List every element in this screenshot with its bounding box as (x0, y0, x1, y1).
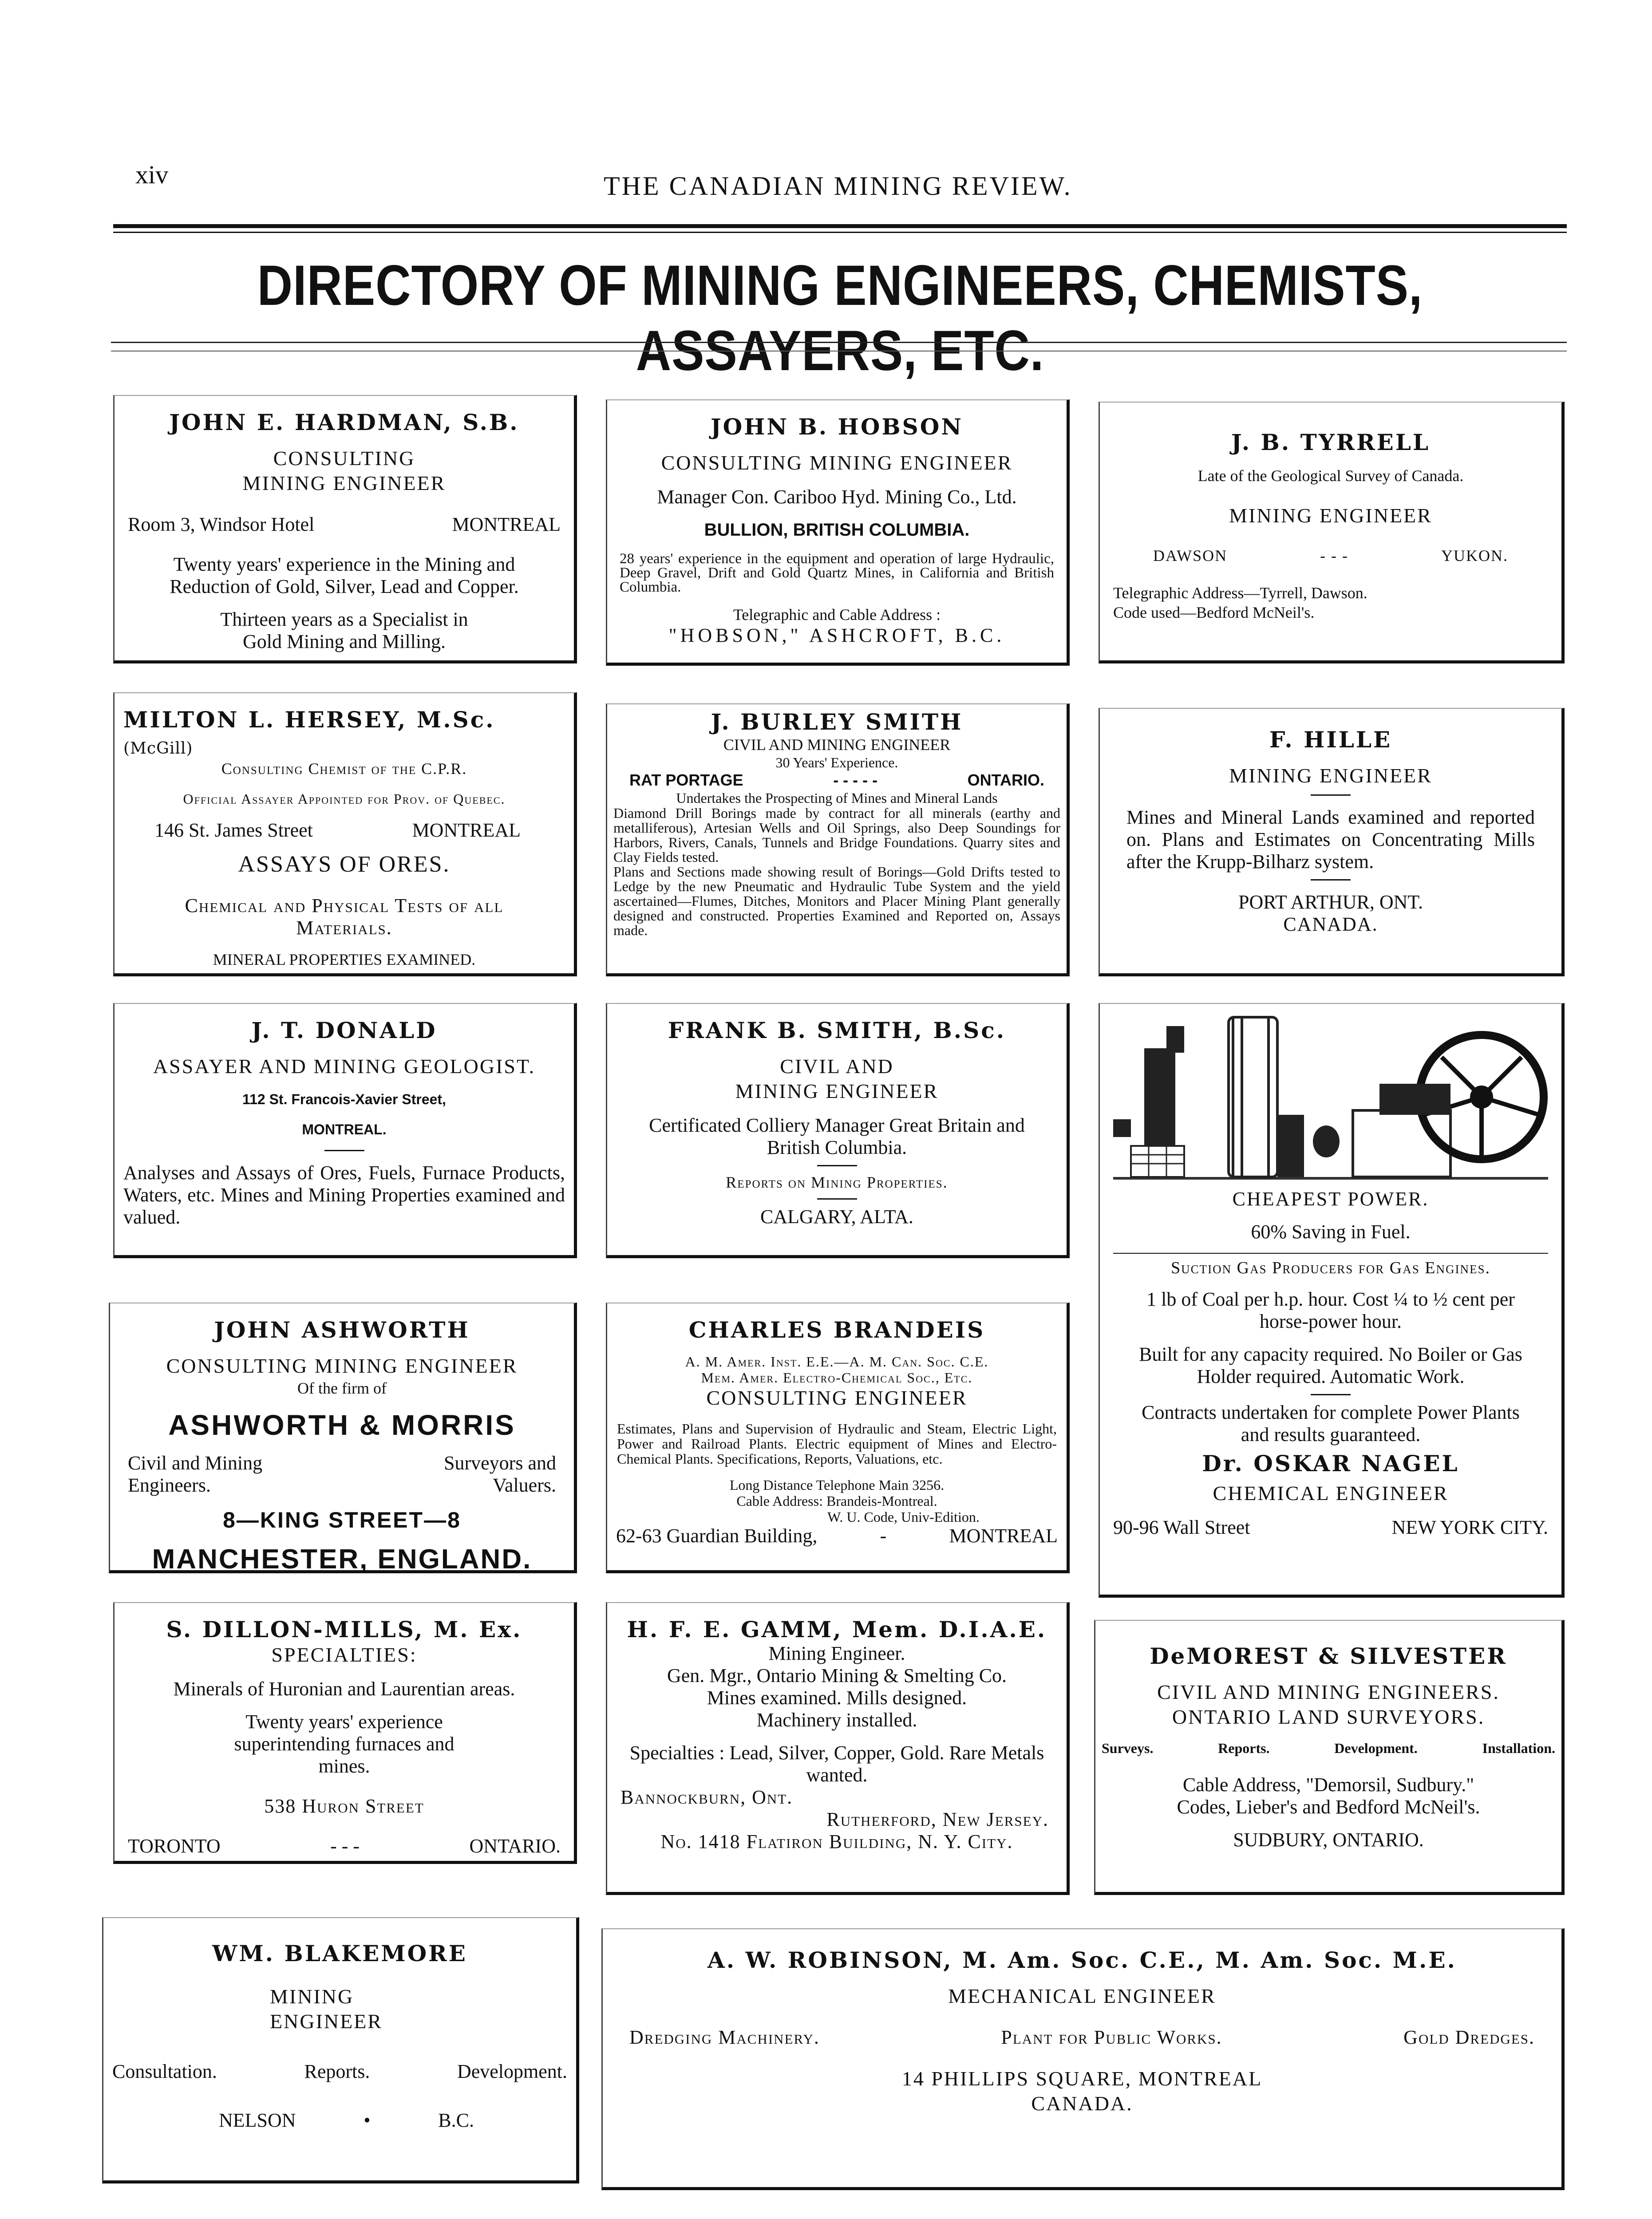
card-name: CHARLES BRANDEIS (688, 1317, 985, 1343)
card-gamm (606, 1602, 1070, 1895)
card-address: 112 St. Francois-Xavier Street, (242, 1091, 446, 1107)
power-headline: CHEAPEST POWER. (1232, 1188, 1429, 1210)
card-degree: (McGill) (123, 739, 193, 758)
generator-top (1166, 1026, 1184, 1053)
card-city: SUDBURY, ONTARIO. (1233, 1829, 1424, 1851)
card-place: RAT PORTAGE (629, 771, 743, 789)
card-name: JOHN ASHWORTH (214, 1317, 470, 1343)
separator (1311, 879, 1351, 880)
card-minerals: Minerals of Huronian and Laurentian areas. (173, 1678, 515, 1700)
card-chemist: Consulting Chemist of the C.P.R. (221, 760, 467, 778)
card-place-1: Bannockburn, Ont. (620, 1786, 793, 1808)
card-robinson (601, 1928, 1565, 2190)
card-location-row (1100, 546, 1561, 565)
card-title: CIVIL AND (780, 1055, 894, 1078)
card-name: JOHN B. HOBSON (710, 414, 964, 440)
separator (1311, 1394, 1351, 1395)
card-phone: Long Distance Telephone Main 3256. (729, 1477, 945, 1493)
flywheel-hub (1470, 1086, 1493, 1109)
card-address: 62-63 Guardian Building, (616, 1525, 818, 1547)
card-service: Reports. (1218, 1740, 1270, 1756)
card-title: MECHANICAL ENGINEER (948, 1985, 1216, 2007)
card-street: 8—KING STREET—8 (223, 1508, 461, 1532)
card-official: Official Assayer Appointed for Prov. of Quebec. (183, 791, 506, 807)
card-experience: Twenty years' experience superintending furnaces and mines. (234, 1711, 454, 1777)
power-built: Built for any capacity required. No Boiler or Gas Holder required. Automatic Work. (1139, 1343, 1522, 1387)
separator (817, 1198, 857, 1200)
card-name: H. F. E. GAMM, Mem. D.I.A.E. (627, 1616, 1047, 1643)
running-title: THE CANADIAN MINING REVIEW. (604, 171, 1072, 201)
card-title: Mining Engineer. (768, 1643, 905, 1664)
card-of-firm: Of the firm of (297, 1379, 387, 1397)
card-paragraph-1: Undertakes the Prospecting of Mines and Mineral Lands (676, 790, 998, 806)
card-title: MINING ENGINEER (1229, 504, 1432, 527)
card-title: CIVIL AND MINING ENGINEER (723, 736, 951, 754)
card-name: JOHN E. HARDMAN, S.B. (169, 409, 519, 435)
card-firm: ASHWORTH & MORRIS (168, 1409, 516, 1441)
card-address: No. 1418 Flatiron Building, N. Y. City. (660, 1831, 1013, 1852)
card-assoc-1: A. M. Amer. Inst. E.E.—A. M. Can. Soc. C.E. (685, 1354, 989, 1370)
card-title-2: ONTARIO LAND SURVEYORS. (1172, 1706, 1485, 1728)
card-service: Dredging Machinery. (629, 2026, 820, 2048)
card-title: CONSULTING MINING ENGINEER (661, 451, 1013, 474)
card-codes: Codes, Lieber's and Bedford McNeil's. (1177, 1796, 1480, 1818)
card-firm-row (110, 1452, 574, 1496)
card-address: 14 PHILLIPS SQUARE, MONTREAL (901, 2067, 1263, 2090)
card-title: CONSULTING (273, 447, 415, 470)
card-services-row (1095, 1740, 1561, 1756)
card-service: Gold Dredges. (1403, 2026, 1535, 2048)
card-service: Installation. (1482, 1740, 1555, 1756)
card-city: CALGARY, ALTA. (760, 1206, 913, 1228)
card-blakemore (102, 1917, 579, 2183)
card-city: NEW YORK CITY. (1391, 1516, 1548, 1538)
card-nagel-power (1099, 1003, 1565, 1598)
card-title: CONSULTING MINING ENGINEER (166, 1354, 518, 1377)
card-title: CHEMICAL ENGINEER (1213, 1482, 1449, 1504)
card-name: A. W. ROBINSON, M. Am. Soc. C.E., M. Am. Soc. M.E. (707, 1947, 1457, 1973)
card-paragraph-2: Diamond Drill Borings made by contract for all minerals (earthy and metalliferous), Artesian Wells and Oil Springs, also Deep Soundings for Harbors, Rivers, Canals, Tunnels and Bridge Foundations. Quarry sites and Clay Fields tested. (613, 805, 1060, 865)
header-rule (113, 224, 1567, 228)
card-name: S. DILLON-MILLS, M. Ex. (166, 1616, 522, 1643)
generator-column (1144, 1048, 1175, 1146)
card-dashes: - - - (330, 1835, 360, 1857)
card-specialties: Specialties : Lead, Silver, Copper, Gold. Rare Metals wanted. (629, 1742, 1044, 1786)
card-paragraph-3: Plans and Sections made showing result of Borings—Gold Drifts tested to Ledge by the new Pneumatic and Hydraulic Tube System and the yield ascertained—Flumes, Ditches, Monitors and Placer Mining Plant generally designed and constructed. Properties Examined and Reported on, Assays made. (613, 864, 1060, 938)
card-location-row (103, 2101, 576, 2132)
card-province: B.C. (438, 2109, 474, 2131)
card-specialist: Thirteen years as a Specialist in Gold Mining and Milling. (220, 608, 468, 652)
card-city: MONTREAL (452, 513, 561, 535)
card-place: DAWSON (1153, 547, 1228, 565)
card-donald (113, 1003, 577, 1258)
card-service: Consultation. (112, 2061, 217, 2082)
engine-cylinder (1379, 1084, 1450, 1115)
card-dashes: - - - - - (833, 771, 878, 789)
card-cable: Cable Address, "Demorsil, Sudbury." (1182, 1774, 1474, 1796)
page-number: xiv (135, 160, 169, 189)
separator (1113, 1253, 1548, 1254)
producer-tank (1229, 1017, 1277, 1177)
card-province: ONTARIO. (967, 771, 1044, 789)
card-hardman (113, 395, 577, 663)
card-services-row (603, 2026, 1561, 2049)
card-title: ASSAYER AND MINING GEOLOGIST. (153, 1055, 536, 1078)
card-text: Analyses and Assays of Ores, Fuels, Furnace Products, Waters, etc. Mines and Mining Properties examined and valued. (123, 1162, 565, 1228)
card-experience: 30 Years' Experience. (775, 754, 898, 770)
card-name: FRANK B. SMITH, B.Sc. (668, 1017, 1006, 1043)
card-city: MONTREAL (949, 1525, 1058, 1547)
power-contracts: Contracts undertaken for complete Power Plants and results guaranteed. (1142, 1402, 1520, 1445)
card-telegraphic: "HOBSON," ASHCROFT, B.C. (668, 624, 1005, 646)
card-civil: Civil and Mining Engineers. (128, 1452, 263, 1496)
card-service: Development. (457, 2061, 567, 2082)
card-address: 146 St. James Street (154, 819, 313, 841)
card-city: TORONTO (128, 1835, 221, 1857)
card-address: Room 3, Windsor Hotel (128, 513, 315, 535)
card-name: J. B. TYRRELL (1231, 429, 1431, 455)
card-late: Late of the Geological Survey of Canada. (1198, 467, 1464, 485)
card-service: Surveys. (1102, 1740, 1154, 1756)
card-specialties: SPECIALTIES: (271, 1643, 417, 1666)
card-service: Development. (1334, 1740, 1418, 1756)
card-text: Mines and Mineral Lands examined and reported on. Plans and Estimates on Concentrating Mills after the Krupp-Bilharz system. (1126, 806, 1535, 873)
gas-engine-illustration (1113, 1008, 1548, 1186)
card-hille (1099, 708, 1565, 976)
card-service: Plant for Public Works. (1001, 2026, 1222, 2048)
power-producers: Suction Gas Producers for Gas Engines. (1171, 1259, 1490, 1277)
scrubber-base (1131, 1146, 1184, 1177)
card-city: MONTREAL (412, 819, 521, 841)
card-city: PORT ARTHUR, ONT. (1238, 891, 1423, 913)
card-telegraphic-label: Telegraphic and Cable Address : (733, 606, 941, 624)
card-name-row (115, 707, 574, 759)
card-assoc-2: Mem. Amer. Electro-Chemical Soc., Etc. (701, 1370, 973, 1386)
card-name: DeMOREST & SILVESTER (1150, 1643, 1507, 1669)
card-city: MANCHESTER, ENGLAND. (152, 1544, 532, 1575)
card-assays: ASSAYS OF ORES. (238, 852, 451, 877)
card-province: ONTARIO. (469, 1835, 561, 1857)
card-text: Estimates, Plans and Supervision of Hydraulic and Steam, Electric Light, Power and Railroad Plants. Electric equipment of Mines and Electro-Chemical Plants. Specifications, Reports, Valuations, etc. (617, 1421, 1057, 1467)
valve (1113, 1119, 1131, 1137)
card-reports: Reports on Mining Properties. (726, 1173, 948, 1191)
card-name: Dr. OSKAR NAGEL (1202, 1450, 1459, 1477)
card-ashworth (109, 1303, 577, 1573)
separator (817, 1165, 857, 1166)
card-minerals: MINERAL PROPERTIES EXAMINED. (213, 951, 476, 968)
card-name: WM. BLAKEMORE (212, 1940, 467, 1966)
card-code: Code used—Bedford McNeil's. (1113, 604, 1315, 621)
card-address-row (115, 819, 574, 841)
separator (324, 1150, 364, 1151)
card-demorest-silvester (1094, 1620, 1565, 1895)
header-rule-thin (113, 232, 1567, 233)
card-address-row (1100, 1516, 1561, 1539)
card-mines: Mines examined. Mills designed. Machinery installed. (707, 1687, 967, 1731)
tank-stand (1277, 1115, 1304, 1177)
card-dillon-mills (113, 1602, 577, 1864)
card-address: 90-96 Wall Street (1113, 1516, 1250, 1538)
card-services-row (103, 2052, 576, 2083)
card-title-1: MINING (270, 1985, 354, 2008)
card-hobson (606, 399, 1070, 666)
card-name: J. T. DONALD (251, 1017, 437, 1043)
title-rule (111, 342, 1567, 343)
card-surveyors: Surveyors and Valuers. (444, 1452, 556, 1496)
card-cert: Certificated Colliery Manager Great Britain and British Columbia. (649, 1114, 1025, 1158)
card-dashes: - - - (1320, 547, 1349, 565)
card-service: Reports. (304, 2061, 370, 2082)
card-city: NELSON (219, 2109, 296, 2131)
card-title: MINING ENGINEER (1229, 764, 1432, 787)
card-address-row (115, 513, 574, 536)
card-location: BULLION, BRITISH COLUMBIA. (704, 520, 970, 540)
card-country: CANADA. (1283, 913, 1378, 935)
card-gm: Gen. Mgr., Ontario Mining & Smelting Co. (667, 1665, 1007, 1686)
card-name: F. HILLE (1269, 727, 1392, 753)
card-brandeis (606, 1303, 1070, 1573)
card-title: CONSULTING ENGINEER (706, 1386, 968, 1409)
card-cable: Cable Address: Brandeis-Montreal. (736, 1493, 937, 1509)
card-burley-smith (606, 703, 1070, 976)
card-title-2: MINING ENGINEER (242, 472, 446, 494)
reservoir (1313, 1125, 1340, 1157)
card-country: CANADA. (1031, 2092, 1133, 2115)
card-title-2: MINING ENGINEER (735, 1080, 939, 1102)
directory-title: DIRECTORY OF MINING ENGINEERS, CHEMISTS, (257, 254, 1423, 317)
card-location-row (607, 770, 1067, 790)
card-location-row (115, 1835, 574, 1857)
card-experience: Twenty years' experience in the Mining and Reduction of Gold, Silver, Lead and Copper. (170, 553, 519, 597)
card-dash: - (880, 1525, 887, 1547)
card-tyrrell (1099, 402, 1565, 663)
card-telegraphic: Telegraphic Address—Tyrrell, Dawson. (1113, 584, 1367, 602)
card-experience: 28 years' experience in the equipment and operation of large Hydraulic, Deep Gravel, Drift and Gold Quartz Mines, in California and British Columbia. (620, 551, 1054, 595)
card-address-row (607, 1525, 1067, 1547)
card-code: W. U. Code, Univ-Edition. (827, 1509, 980, 1525)
power-coal: 1 lb of Coal per h.p. hour. Cost ¼ to ½ cent per horse-power hour. (1146, 1288, 1515, 1332)
power-saving: 60% Saving in Fuel. (1251, 1221, 1411, 1243)
separator (1311, 794, 1351, 796)
card-address: 538 Huron Street (264, 1795, 424, 1817)
card-name: J. BURLEY SMITH (711, 709, 963, 735)
card-title-2: ENGINEER (270, 2010, 383, 2033)
card-city: MONTREAL. (302, 1121, 387, 1137)
card-name: MILTON L. HERSEY, M.Sc. (123, 707, 495, 733)
card-territory: YUKON. (1441, 547, 1508, 565)
card-dot: • (364, 2109, 371, 2131)
card-hersey (113, 692, 577, 976)
card-manager: Manager Con. Cariboo Hyd. Mining Co., Ltd. (657, 486, 1017, 508)
card-place-2: Rutherford, New Jersey. (826, 1808, 1049, 1830)
card-frank-smith (606, 1003, 1070, 1258)
card-title-1: CIVIL AND MINING ENGINEERS. (1157, 1681, 1500, 1703)
card-tests: Chemical and Physical Tests of all Materials. (185, 895, 504, 939)
